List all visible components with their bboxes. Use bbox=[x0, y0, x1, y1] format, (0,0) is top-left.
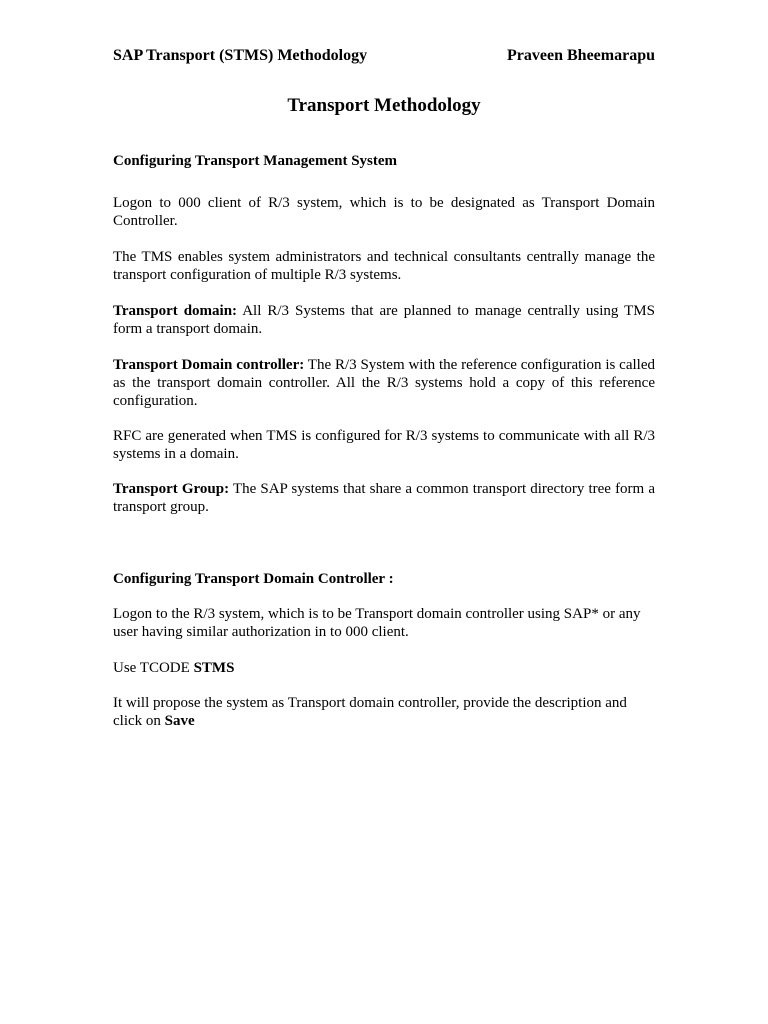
header-author: Praveen Bheemarapu bbox=[507, 47, 655, 64]
definition-transport-group: The SAP systems that share a common transport directory tree form a transport group. bbox=[113, 481, 655, 515]
term-transport-domain: Transport domain: bbox=[113, 303, 238, 319]
page-header bbox=[113, 46, 655, 66]
section-heading-tms: Configuring Transport Management System bbox=[113, 153, 398, 169]
tcode-stms: STMS bbox=[193, 660, 235, 676]
paragraph-rfc: RFC are generated when TMS is configured for R/3 systems to communicate with all R/3 systems in a domain. bbox=[113, 428, 655, 462]
section-heading-domain-controller: Configuring Transport Domain Controller : bbox=[113, 571, 394, 587]
paragraph-logon-000: Logon to 000 client of R/3 system, which is to be designated as Transport Domain Controller. bbox=[113, 195, 655, 229]
paragraph-tms-enables: The TMS enables system administrators and technical consultants centrally manage the transport configuration of multiple R/3 systems. bbox=[113, 249, 655, 283]
header-document-title: SAP Transport (STMS) Methodology bbox=[113, 47, 368, 64]
definition-transport-domain: All R/3 Systems that are planned to manage centrally using TMS form a transport domain. bbox=[113, 303, 655, 337]
paragraph-use-tcode bbox=[113, 659, 655, 677]
term-transport-group: Transport Group: bbox=[113, 481, 230, 497]
propose-text: It will propose the system as Transport domain controller, provide the description and click on bbox=[113, 695, 627, 729]
term-domain-controller: Transport Domain controller: bbox=[113, 357, 305, 373]
save-keyword: Save bbox=[164, 713, 195, 729]
paragraph-propose-system bbox=[113, 694, 655, 730]
page-title: Transport Methodology bbox=[287, 95, 481, 116]
paragraph-domain-controller bbox=[113, 356, 655, 410]
paragraph-transport-domain bbox=[113, 302, 655, 338]
paragraph-transport-group bbox=[113, 480, 655, 516]
paragraph-logon-r3: Logon to the R/3 system, which is to be Transport domain controller using SAP* or any user having similar authorization in to 000 client. bbox=[113, 606, 641, 640]
tcode-label: Use TCODE bbox=[113, 660, 194, 676]
definition-domain-controller: The R/3 System with the reference configuration is called as the transport domain controller. All the R/3 systems hold a copy of this reference configuration. bbox=[113, 357, 655, 409]
